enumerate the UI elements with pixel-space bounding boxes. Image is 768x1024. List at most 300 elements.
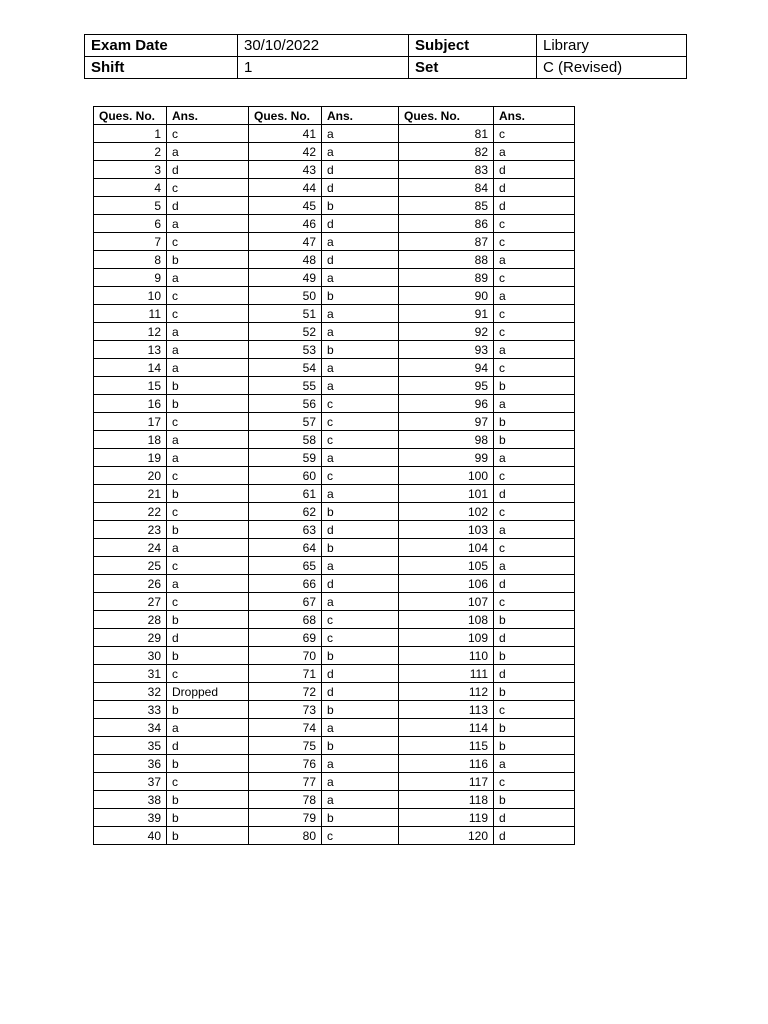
answer-cell: d — [322, 521, 399, 539]
question-number-cell: 78 — [249, 791, 322, 809]
exam-info-row — [85, 35, 687, 57]
answer-cell: b — [322, 539, 399, 557]
answer-cell: d — [322, 161, 399, 179]
question-number-cell: 15 — [94, 377, 167, 395]
answer-cell: c — [167, 179, 249, 197]
question-number-cell: 102 — [399, 503, 494, 521]
question-number-cell: 65 — [249, 557, 322, 575]
answer-cell: c — [167, 287, 249, 305]
question-number-cell: 2 — [94, 143, 167, 161]
answer-cell: d — [494, 827, 575, 845]
answer-cell: b — [494, 683, 575, 701]
question-number-cell: 40 — [94, 827, 167, 845]
answer-cell: b — [167, 395, 249, 413]
answer-cell: c — [167, 665, 249, 683]
question-number-cell: 53 — [249, 341, 322, 359]
table-row — [94, 557, 575, 575]
question-number-cell: 91 — [399, 305, 494, 323]
question-number-cell: 51 — [249, 305, 322, 323]
question-number-cell: 19 — [94, 449, 167, 467]
question-number-cell: 77 — [249, 773, 322, 791]
question-number-cell: 63 — [249, 521, 322, 539]
answer-cell: a — [167, 359, 249, 377]
subject-label: Subject — [409, 35, 537, 57]
answer-cell: b — [494, 611, 575, 629]
answer-key-body — [94, 125, 575, 845]
answer-cell: c — [494, 305, 575, 323]
question-number-cell: 49 — [249, 269, 322, 287]
question-number-cell: 84 — [399, 179, 494, 197]
answer-cell: a — [322, 557, 399, 575]
answer-cell: a — [322, 359, 399, 377]
answer-key-header-row — [94, 107, 575, 125]
table-row — [94, 179, 575, 197]
question-number-cell: 79 — [249, 809, 322, 827]
set-label: Set — [409, 57, 537, 79]
answer-cell: a — [322, 143, 399, 161]
answer-cell: a — [494, 755, 575, 773]
table-row — [94, 269, 575, 287]
answer-cell: c — [494, 233, 575, 251]
answer-cell: b — [167, 251, 249, 269]
question-number-cell: 52 — [249, 323, 322, 341]
question-number-cell: 9 — [94, 269, 167, 287]
answer-cell: b — [494, 431, 575, 449]
answer-cell: b — [494, 413, 575, 431]
answer-cell: c — [494, 323, 575, 341]
question-number-cell: 120 — [399, 827, 494, 845]
question-number-cell: 76 — [249, 755, 322, 773]
answer-cell: c — [322, 827, 399, 845]
answer-cell: b — [167, 827, 249, 845]
question-number-cell: 56 — [249, 395, 322, 413]
question-number-cell: 72 — [249, 683, 322, 701]
question-number-cell: 29 — [94, 629, 167, 647]
question-number-cell: 109 — [399, 629, 494, 647]
question-number-cell: 5 — [94, 197, 167, 215]
answer-cell: a — [167, 539, 249, 557]
question-number-cell: 86 — [399, 215, 494, 233]
answer-cell: a — [167, 449, 249, 467]
column-header-question-number: Ques. No. — [399, 107, 494, 125]
answer-cell: a — [494, 557, 575, 575]
answer-cell: b — [167, 611, 249, 629]
answer-cell: d — [167, 737, 249, 755]
question-number-cell: 22 — [94, 503, 167, 521]
answer-cell: a — [494, 287, 575, 305]
table-row — [94, 737, 575, 755]
answer-cell: Dropped — [167, 683, 249, 701]
answer-cell: b — [322, 809, 399, 827]
question-number-cell: 70 — [249, 647, 322, 665]
answer-cell: b — [322, 197, 399, 215]
answer-cell: a — [494, 395, 575, 413]
question-number-cell: 41 — [249, 125, 322, 143]
answer-cell: d — [494, 809, 575, 827]
question-number-cell: 113 — [399, 701, 494, 719]
column-header-answer: Ans. — [494, 107, 575, 125]
question-number-cell: 87 — [399, 233, 494, 251]
question-number-cell: 37 — [94, 773, 167, 791]
answer-cell: b — [322, 647, 399, 665]
question-number-cell: 90 — [399, 287, 494, 305]
question-number-cell: 28 — [94, 611, 167, 629]
answer-cell: b — [167, 809, 249, 827]
question-number-cell: 73 — [249, 701, 322, 719]
answer-cell: b — [322, 287, 399, 305]
table-row — [94, 485, 575, 503]
question-number-cell: 81 — [399, 125, 494, 143]
question-number-cell: 50 — [249, 287, 322, 305]
question-number-cell: 7 — [94, 233, 167, 251]
answer-cell: c — [167, 773, 249, 791]
table-row — [94, 395, 575, 413]
question-number-cell: 116 — [399, 755, 494, 773]
question-number-cell: 60 — [249, 467, 322, 485]
question-number-cell: 8 — [94, 251, 167, 269]
shift-value: 1 — [238, 57, 409, 79]
question-number-cell: 54 — [249, 359, 322, 377]
question-number-cell: 30 — [94, 647, 167, 665]
question-number-cell: 31 — [94, 665, 167, 683]
answer-cell: a — [322, 755, 399, 773]
answer-cell: d — [494, 197, 575, 215]
question-number-cell: 33 — [94, 701, 167, 719]
answer-cell: d — [322, 665, 399, 683]
question-number-cell: 82 — [399, 143, 494, 161]
answer-cell: d — [494, 179, 575, 197]
answer-cell: c — [322, 467, 399, 485]
answer-cell: a — [322, 269, 399, 287]
answer-cell: a — [167, 431, 249, 449]
question-number-cell: 104 — [399, 539, 494, 557]
answer-cell: b — [167, 647, 249, 665]
question-number-cell: 85 — [399, 197, 494, 215]
answer-cell: c — [494, 467, 575, 485]
answer-cell: a — [167, 143, 249, 161]
question-number-cell: 34 — [94, 719, 167, 737]
answer-cell: c — [494, 539, 575, 557]
question-number-cell: 112 — [399, 683, 494, 701]
answer-cell: b — [167, 521, 249, 539]
answer-cell: a — [322, 773, 399, 791]
question-number-cell: 36 — [94, 755, 167, 773]
question-number-cell: 25 — [94, 557, 167, 575]
question-number-cell: 83 — [399, 161, 494, 179]
answer-cell: c — [322, 395, 399, 413]
answer-cell: d — [322, 179, 399, 197]
question-number-cell: 97 — [399, 413, 494, 431]
answer-cell: a — [494, 521, 575, 539]
answer-cell: a — [322, 305, 399, 323]
table-row — [94, 413, 575, 431]
question-number-cell: 24 — [94, 539, 167, 557]
column-header-answer: Ans. — [322, 107, 399, 125]
answer-cell: b — [494, 791, 575, 809]
answer-cell: c — [494, 269, 575, 287]
answer-cell: c — [322, 629, 399, 647]
answer-cell: a — [322, 377, 399, 395]
answer-cell: c — [167, 125, 249, 143]
table-row — [94, 809, 575, 827]
table-row — [94, 665, 575, 683]
question-number-cell: 114 — [399, 719, 494, 737]
answer-cell: d — [322, 575, 399, 593]
question-number-cell: 45 — [249, 197, 322, 215]
question-number-cell: 21 — [94, 485, 167, 503]
question-number-cell: 93 — [399, 341, 494, 359]
answer-cell: c — [322, 431, 399, 449]
question-number-cell: 55 — [249, 377, 322, 395]
table-row — [94, 827, 575, 845]
question-number-cell: 12 — [94, 323, 167, 341]
question-number-cell: 80 — [249, 827, 322, 845]
table-row — [94, 233, 575, 251]
question-number-cell: 66 — [249, 575, 322, 593]
answer-cell: d — [494, 665, 575, 683]
answer-cell: c — [167, 503, 249, 521]
answer-cell: a — [167, 341, 249, 359]
answer-cell: a — [167, 719, 249, 737]
question-number-cell: 98 — [399, 431, 494, 449]
question-number-cell: 35 — [94, 737, 167, 755]
answer-cell: a — [322, 593, 399, 611]
answer-cell: c — [494, 125, 575, 143]
question-number-cell: 100 — [399, 467, 494, 485]
question-number-cell: 38 — [94, 791, 167, 809]
answer-cell: c — [167, 593, 249, 611]
question-number-cell: 43 — [249, 161, 322, 179]
answer-cell: a — [322, 449, 399, 467]
question-number-cell: 110 — [399, 647, 494, 665]
table-row — [94, 539, 575, 557]
answer-cell: b — [167, 791, 249, 809]
table-row — [94, 521, 575, 539]
exam-info-table — [84, 34, 687, 79]
table-row — [94, 161, 575, 179]
question-number-cell: 6 — [94, 215, 167, 233]
question-number-cell: 108 — [399, 611, 494, 629]
question-number-cell: 115 — [399, 737, 494, 755]
answer-cell: a — [167, 215, 249, 233]
table-row — [94, 215, 575, 233]
answer-cell: c — [494, 503, 575, 521]
answer-cell: d — [167, 161, 249, 179]
question-number-cell: 32 — [94, 683, 167, 701]
question-number-cell: 101 — [399, 485, 494, 503]
answer-cell: c — [494, 773, 575, 791]
table-row — [94, 323, 575, 341]
answer-cell: d — [167, 197, 249, 215]
question-number-cell: 99 — [399, 449, 494, 467]
answer-cell: a — [322, 233, 399, 251]
exam-date-value: 30/10/2022 — [238, 35, 409, 57]
question-number-cell: 16 — [94, 395, 167, 413]
table-row — [94, 197, 575, 215]
question-number-cell: 46 — [249, 215, 322, 233]
answer-cell: b — [494, 737, 575, 755]
question-number-cell: 64 — [249, 539, 322, 557]
question-number-cell: 74 — [249, 719, 322, 737]
column-header-question-number: Ques. No. — [249, 107, 322, 125]
answer-key-table — [93, 106, 575, 845]
table-row — [94, 449, 575, 467]
question-number-cell: 96 — [399, 395, 494, 413]
table-row — [94, 377, 575, 395]
answer-cell: b — [494, 719, 575, 737]
shift-label: Shift — [85, 57, 238, 79]
answer-cell: c — [494, 701, 575, 719]
answer-cell: d — [494, 575, 575, 593]
table-row — [94, 575, 575, 593]
question-number-cell: 62 — [249, 503, 322, 521]
question-number-cell: 94 — [399, 359, 494, 377]
table-row — [94, 431, 575, 449]
question-number-cell: 23 — [94, 521, 167, 539]
question-number-cell: 10 — [94, 287, 167, 305]
table-row — [94, 251, 575, 269]
question-number-cell: 71 — [249, 665, 322, 683]
answer-cell: a — [494, 251, 575, 269]
question-number-cell: 88 — [399, 251, 494, 269]
question-number-cell: 57 — [249, 413, 322, 431]
answer-cell: b — [494, 647, 575, 665]
answer-cell: c — [167, 413, 249, 431]
table-row — [94, 773, 575, 791]
answer-cell: c — [494, 593, 575, 611]
question-number-cell: 20 — [94, 467, 167, 485]
column-header-answer: Ans. — [167, 107, 249, 125]
answer-cell: a — [167, 575, 249, 593]
answer-cell: b — [322, 503, 399, 521]
table-row — [94, 701, 575, 719]
answer-cell: a — [322, 323, 399, 341]
question-number-cell: 61 — [249, 485, 322, 503]
table-row — [94, 503, 575, 521]
answer-cell: a — [322, 791, 399, 809]
question-number-cell: 67 — [249, 593, 322, 611]
question-number-cell: 42 — [249, 143, 322, 161]
question-number-cell: 111 — [399, 665, 494, 683]
question-number-cell: 3 — [94, 161, 167, 179]
table-row — [94, 683, 575, 701]
answer-cell: c — [167, 557, 249, 575]
answer-cell: d — [494, 485, 575, 503]
answer-cell: b — [322, 737, 399, 755]
question-number-cell: 44 — [249, 179, 322, 197]
answer-cell: a — [322, 125, 399, 143]
table-row — [94, 359, 575, 377]
answer-cell: a — [322, 719, 399, 737]
table-row — [94, 125, 575, 143]
question-number-cell: 92 — [399, 323, 494, 341]
answer-cell: c — [494, 215, 575, 233]
question-number-cell: 26 — [94, 575, 167, 593]
answer-cell: c — [167, 233, 249, 251]
question-number-cell: 106 — [399, 575, 494, 593]
table-row — [94, 143, 575, 161]
answer-cell: a — [494, 341, 575, 359]
answer-cell: b — [322, 341, 399, 359]
answer-cell: b — [322, 701, 399, 719]
set-value: C (Revised) — [537, 57, 687, 79]
answer-cell: c — [322, 413, 399, 431]
question-number-cell: 95 — [399, 377, 494, 395]
question-number-cell: 27 — [94, 593, 167, 611]
question-number-cell: 47 — [249, 233, 322, 251]
answer-cell: d — [167, 629, 249, 647]
exam-date-label: Exam Date — [85, 35, 238, 57]
question-number-cell: 58 — [249, 431, 322, 449]
question-number-cell: 117 — [399, 773, 494, 791]
answer-cell: b — [167, 701, 249, 719]
answer-cell: b — [167, 755, 249, 773]
question-number-cell: 105 — [399, 557, 494, 575]
question-number-cell: 107 — [399, 593, 494, 611]
question-number-cell: 14 — [94, 359, 167, 377]
answer-cell: a — [167, 323, 249, 341]
answer-cell: c — [167, 305, 249, 323]
table-row — [94, 629, 575, 647]
question-number-cell: 118 — [399, 791, 494, 809]
table-row — [94, 467, 575, 485]
answer-cell: d — [322, 251, 399, 269]
question-number-cell: 17 — [94, 413, 167, 431]
answer-cell: a — [167, 269, 249, 287]
question-number-cell: 69 — [249, 629, 322, 647]
table-row — [94, 647, 575, 665]
question-number-cell: 1 — [94, 125, 167, 143]
exam-info-row — [85, 57, 687, 79]
subject-value: Library — [537, 35, 687, 57]
answer-cell: d — [494, 161, 575, 179]
column-header-question-number: Ques. No. — [94, 107, 167, 125]
question-number-cell: 13 — [94, 341, 167, 359]
answer-cell: c — [322, 611, 399, 629]
question-number-cell: 75 — [249, 737, 322, 755]
answer-cell: d — [494, 629, 575, 647]
question-number-cell: 119 — [399, 809, 494, 827]
table-row — [94, 341, 575, 359]
table-row — [94, 719, 575, 737]
question-number-cell: 18 — [94, 431, 167, 449]
answer-cell: a — [494, 143, 575, 161]
table-row — [94, 287, 575, 305]
answer-cell: a — [322, 485, 399, 503]
answer-cell: c — [167, 467, 249, 485]
question-number-cell: 89 — [399, 269, 494, 287]
answer-cell: b — [494, 377, 575, 395]
question-number-cell: 59 — [249, 449, 322, 467]
question-number-cell: 48 — [249, 251, 322, 269]
table-row — [94, 611, 575, 629]
table-row — [94, 755, 575, 773]
table-row — [94, 305, 575, 323]
answer-cell: b — [167, 377, 249, 395]
table-row — [94, 593, 575, 611]
answer-cell: c — [494, 359, 575, 377]
answer-cell: d — [322, 683, 399, 701]
answer-cell: a — [494, 449, 575, 467]
question-number-cell: 103 — [399, 521, 494, 539]
question-number-cell: 68 — [249, 611, 322, 629]
question-number-cell: 39 — [94, 809, 167, 827]
table-row — [94, 791, 575, 809]
question-number-cell: 11 — [94, 305, 167, 323]
answer-cell: b — [167, 485, 249, 503]
question-number-cell: 4 — [94, 179, 167, 197]
answer-cell: d — [322, 215, 399, 233]
